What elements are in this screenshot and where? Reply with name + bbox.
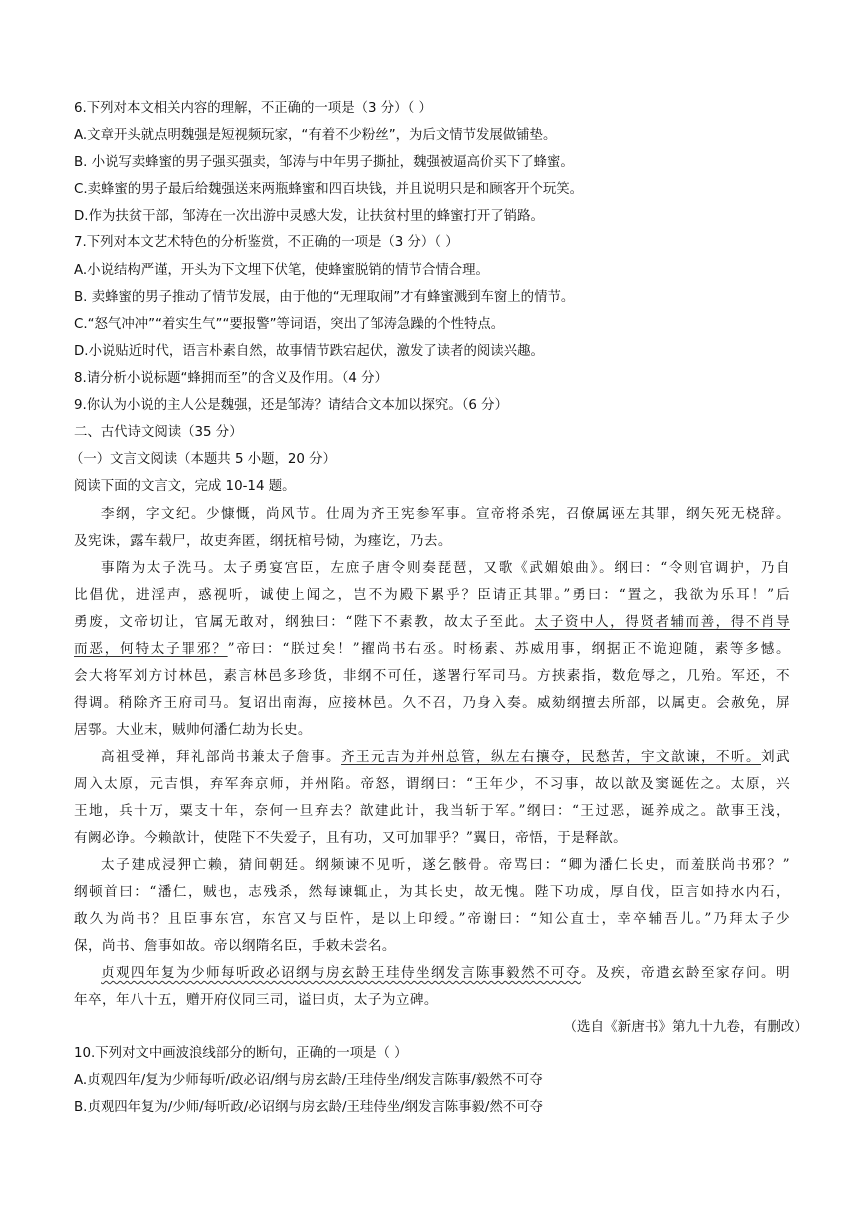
question-7-option-a: A.小说结构严谨，开头为下文埋下伏笔，使蜂蜜脱销的情节合情合理。	[74, 263, 489, 278]
passage-p3-line-1	[101, 748, 790, 766]
passage-p2-line-4	[74, 640, 790, 658]
question-7-option-d: D.小说贴近时代，语言朴素自然，故事情节跌宕起伏，激发了读者的阅读兴趣。	[74, 344, 544, 359]
passage-text: ”帝曰：“朕过矣！”擢尚书右丞。时杨素、苏威用事，纲据正不诡迎随，素等多憾。	[227, 641, 791, 657]
passage-p5-line-1	[101, 964, 790, 982]
question-6-option-d: D.作为扶贫干部，邹涛在一次出游中灵感大发，让扶贫村里的蜂蜜打开了销路。	[74, 209, 544, 224]
question-6-option-b: B. 小说写卖蜂蜜的男子强买强卖，邹涛与中年男子撕扯，魏强被逼高价买下了蜂蜜。	[74, 155, 574, 170]
passage-p2-line-1: 事隋为太子洗马。太子勇宴宫臣，左庶子唐令则奏琵琶，又歌《武媚娘曲》。纲曰：“令则官调护，乃自	[101, 560, 790, 576]
passage-p2-line-7: 居鄠。大业末，贼帅何潘仁劫为长史。	[74, 722, 312, 738]
passage-p2-line-5: 会大将军刘方讨林邑，素言林邑多珍货，非纲不可任，遂署行军司马。方挟素指，数危辱之，几殆。军还，不	[74, 668, 790, 684]
question-7-option-b: B. 卖蜂蜜的男子推动了情节发展，由于他的“无理取闹”才有蜂蜜溅到车窗上的情节。	[74, 290, 575, 305]
passage-text: 。及疾，帝遣玄龄至家存问。明	[581, 965, 790, 981]
passage-p2-line-2: 比倡优，进淫声，惑视听，诚使上闻之，岂不为殿下累乎？臣请正其罪。”勇曰：“置之，我欲为乐耳！”后	[74, 587, 790, 603]
question-6-option-c: C.卖蜂蜜的男子最后给魏强送来两瓶蜂蜜和四百块钱，并且说明只是和顾客开个玩笑。	[74, 182, 584, 197]
passage-text: 勇废，文帝切让，官属无敢对，纲独曰：“陛下不素教，故太子至此。	[74, 614, 535, 630]
passage-source: （选自《新唐书》第九十九卷，有删改）	[563, 1019, 808, 1035]
reading-instruction: 阅读下面的文言文，完成 10-14 题。	[74, 479, 296, 494]
question-7-stem: 7.下列对本文艺术特色的分析鉴赏，不正确的一项是（3 分）（ ）	[74, 235, 459, 250]
passage-p1-line-2: 及宪诛，露车载尸，故吏奔匿，纲抚棺号恸，为瘗讫，乃去。	[74, 533, 452, 549]
passage-p3-line-4: 有阙必诤。今赖歆计，使陛下不失爱子，且有功，又可加罪乎？”翼日，帝悟，于是释歆。	[74, 830, 628, 846]
passage-p5-line-2: 年卒，年八十五，赠开府仪同三司，谥曰贞，太子为立碑。	[74, 992, 438, 1008]
passage-text: 高祖受禅，拜礼部尚书兼太子詹事。	[101, 749, 341, 765]
question-8: 8.请分析小说标题“蜂拥而至”的含义及作用。（4 分）	[74, 371, 388, 386]
question-6-option-a: A.文章开头就点明魏强是短视频玩家，“有着不少粉丝”，为后文情节发展做铺垫。	[74, 128, 557, 143]
passage-p1-line-1: 李纲，字文纪。少慷慨，尚风节。仕周为齐王宪参军事。宣帝将杀宪，召僚属诬左其罪，纲矢死无桡辞。	[101, 506, 790, 522]
passage-p4-line-2: 纲顿首曰：“潘仁，贼也，志残杀，然每谏辄止，为其长史，故无愧。陛下功成，厚自伐，臣言如持水内石，	[74, 884, 790, 900]
wavy-underlined-sentence: 贞观四年复为少师每听政必诏纲与房玄龄王珪侍坐纲发言陈事毅然不可夺	[101, 965, 581, 981]
subsection-title: （一）文言文阅读（本题共 5 小题，20 分）	[70, 452, 336, 467]
question-7-option-c: C.“怒气冲冲”“着实生气”“要报警”等词语，突出了邹涛急躁的个性特点。	[74, 317, 505, 332]
passage-text: 刘武	[761, 749, 790, 765]
passage-p2-line-3	[74, 613, 790, 631]
passage-p4-line-4: 保，尚书、詹事如故。帝以纲隋名臣，手敕未尝名。	[74, 938, 396, 954]
passage-p4-line-3: 敢久为尚书？且臣事东宫，东宫又与臣忤，是以上印绶。”帝谢曰：“知公直士，幸卒辅吾儿。”乃拜太子少	[74, 911, 790, 927]
underlined-sentence: 齐王元吉为并州总管，纵左右攘夺，民愁苦，宇文歆谏，不听。	[341, 749, 761, 765]
question-10-stem: 10.下列对文中画波浪线部分的断句，正确的一项是（ ）	[74, 1046, 408, 1061]
underlined-sentence: 而恶，何特太子罪邪？	[74, 641, 228, 657]
question-6-stem: 6.下列对本文相关内容的理解，不正确的一项是（3 分）（ ）	[74, 101, 432, 116]
question-10-option-b: B.贞观四年复为/少师/每听政/必诏纲与房玄龄/王珪侍坐/纲发言陈事毅/然不可夺	[74, 1100, 544, 1115]
passage-p3-line-2: 周入太原，元吉惧，弃军奔京师，并州陷。帝怒，谓纲曰：“王年少，不习事，故以歆及窦诞佐之。太原，兴	[74, 776, 790, 792]
underlined-sentence: 太子资中人，得贤者辅而善，得不肖导	[534, 614, 790, 630]
question-9: 9.你认为小说的主人公是魏强，还是邹涛？请结合文本加以探究。（6 分）	[74, 398, 508, 413]
passage-p4-line-1: 太子建成浸狎亡赖，猜间朝廷。纲频谏不见听，遂乞骸骨。帝骂曰：“卿为潘仁长史，而羞朕尚书邪？”	[101, 857, 790, 873]
passage-p3-line-3: 王地，兵十万，粟支十年，奈何一旦弃去？歆建此计，我当斩于军。”纲曰：“王过恶，诞养成之。歆事王浅，	[74, 803, 790, 819]
section-title: 二、古代诗文阅读（35 分）	[74, 425, 243, 440]
question-10-option-a: A.贞观四年/复为少师每听/政必诏/纲与房玄龄/王珪侍坐/纲发言陈事/毅然不可夺	[74, 1073, 543, 1088]
passage-p2-line-6: 得调。稍除齐王府司马。复诏出南海，应接林邑。久不召，乃身入奏。威劾纲擅去所部，以属吏。会赦免，屏	[74, 695, 790, 711]
